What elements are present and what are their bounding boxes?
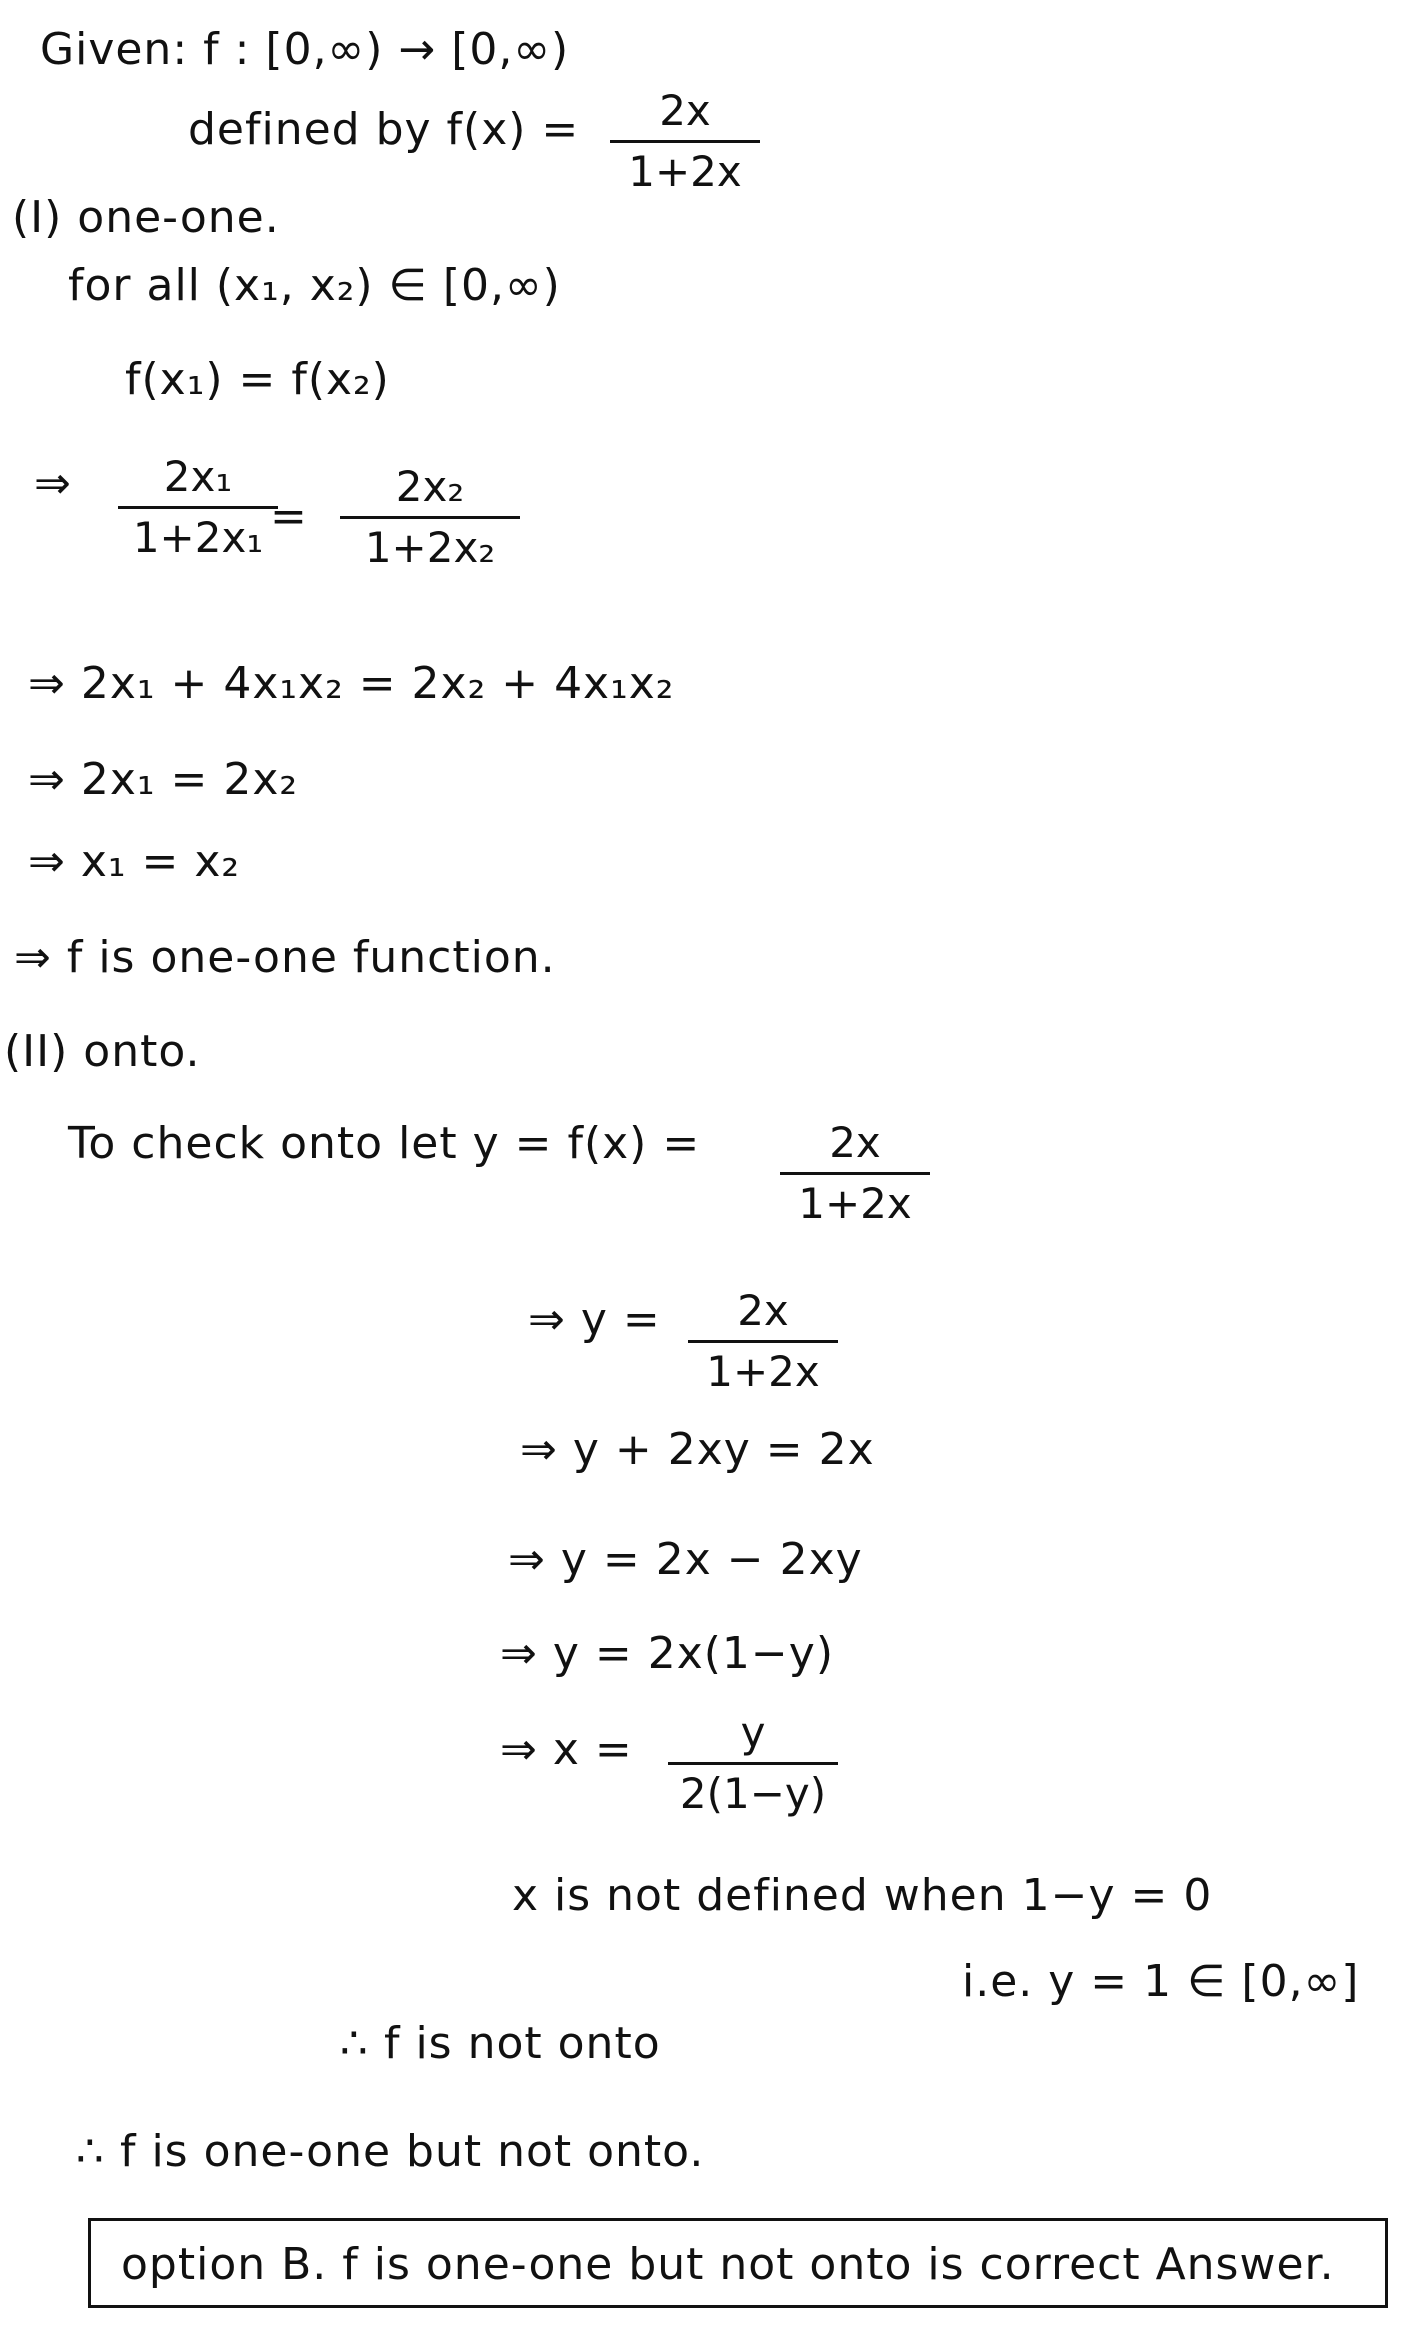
step4-line: ⇒ x₁ = x₂ [28,836,241,887]
onto-step2: ⇒ y + 2xy = 2x [520,1424,875,1475]
given-fraction-denominator: 1+2x [628,147,742,196]
equality-line: f(x₁) = f(x₂) [125,354,390,405]
step2-line: ⇒ 2x₁ + 4x₁x₂ = 2x₂ + 4x₁x₂ [28,658,675,709]
step1-right-fraction [340,462,520,572]
onto-step5-fraction [668,1708,838,1818]
ie-note: i.e. y = 1 ∈ [0,∞] [962,1956,1360,2007]
defined-by-label: defined by f(x) = [188,104,580,155]
one-one-conclusion: ⇒ f is one-one function. [14,932,556,983]
onto-step1-denominator: 1+2x [706,1347,820,1396]
onto-step1-prefix: ⇒ y = [528,1294,661,1345]
onto-step5-numerator: y [740,1708,766,1757]
step1-left-denominator: 1+2x₁ [132,513,264,562]
step1-left-fraction [118,452,278,562]
given-fraction-numerator: 2x [659,86,711,135]
onto-step1-numerator: 2x [737,1286,789,1335]
step3-line: ⇒ 2x₁ = 2x₂ [28,754,299,805]
step1-right-denominator: 1+2x₂ [364,523,496,572]
step1-left-numerator: 2x₁ [163,452,233,501]
part1-heading: (I) one-one. [12,192,280,243]
check-onto-fraction [780,1118,930,1228]
onto-step3: ⇒ y = 2x − 2xy [508,1534,863,1585]
given-fraction [610,86,760,196]
given-line: Given: f : [0,∞) → [0,∞) [40,24,570,75]
check-onto-line: To check onto let y = f(x) = [68,1118,701,1169]
onto-step4: ⇒ y = 2x(1−y) [500,1628,834,1679]
step1-arrow: ⇒ [34,458,72,509]
check-onto-numerator: 2x [829,1118,881,1167]
undefined-note: x is not defined when 1−y = 0 [512,1870,1213,1921]
step1-right-numerator: 2x₂ [395,462,465,511]
answer-box [88,2218,1388,2308]
not-onto-line: ∴ f is not onto [340,2018,661,2069]
fraction-bar [688,1340,838,1343]
fraction-bar [340,516,520,519]
check-onto-denominator: 1+2x [798,1179,912,1228]
onto-step5-denominator: 2(1−y) [679,1769,827,1818]
fraction-bar [668,1762,838,1765]
forall-line: for all (x₁, x₂) ∈ [0,∞) [68,260,561,311]
fraction-bar [118,506,278,509]
fraction-bar [780,1172,930,1175]
final-conclusion: ∴ f is one-one but not onto. [76,2126,705,2177]
onto-step5-prefix: ⇒ x = [500,1724,633,1775]
part2-heading: (II) onto. [4,1026,201,1077]
answer-text: option B. f is one-one but not onto is correct Answer. [121,2239,1335,2290]
fraction-bar [610,140,760,143]
step1-equals: = [270,491,308,542]
onto-step1-fraction [688,1286,838,1396]
